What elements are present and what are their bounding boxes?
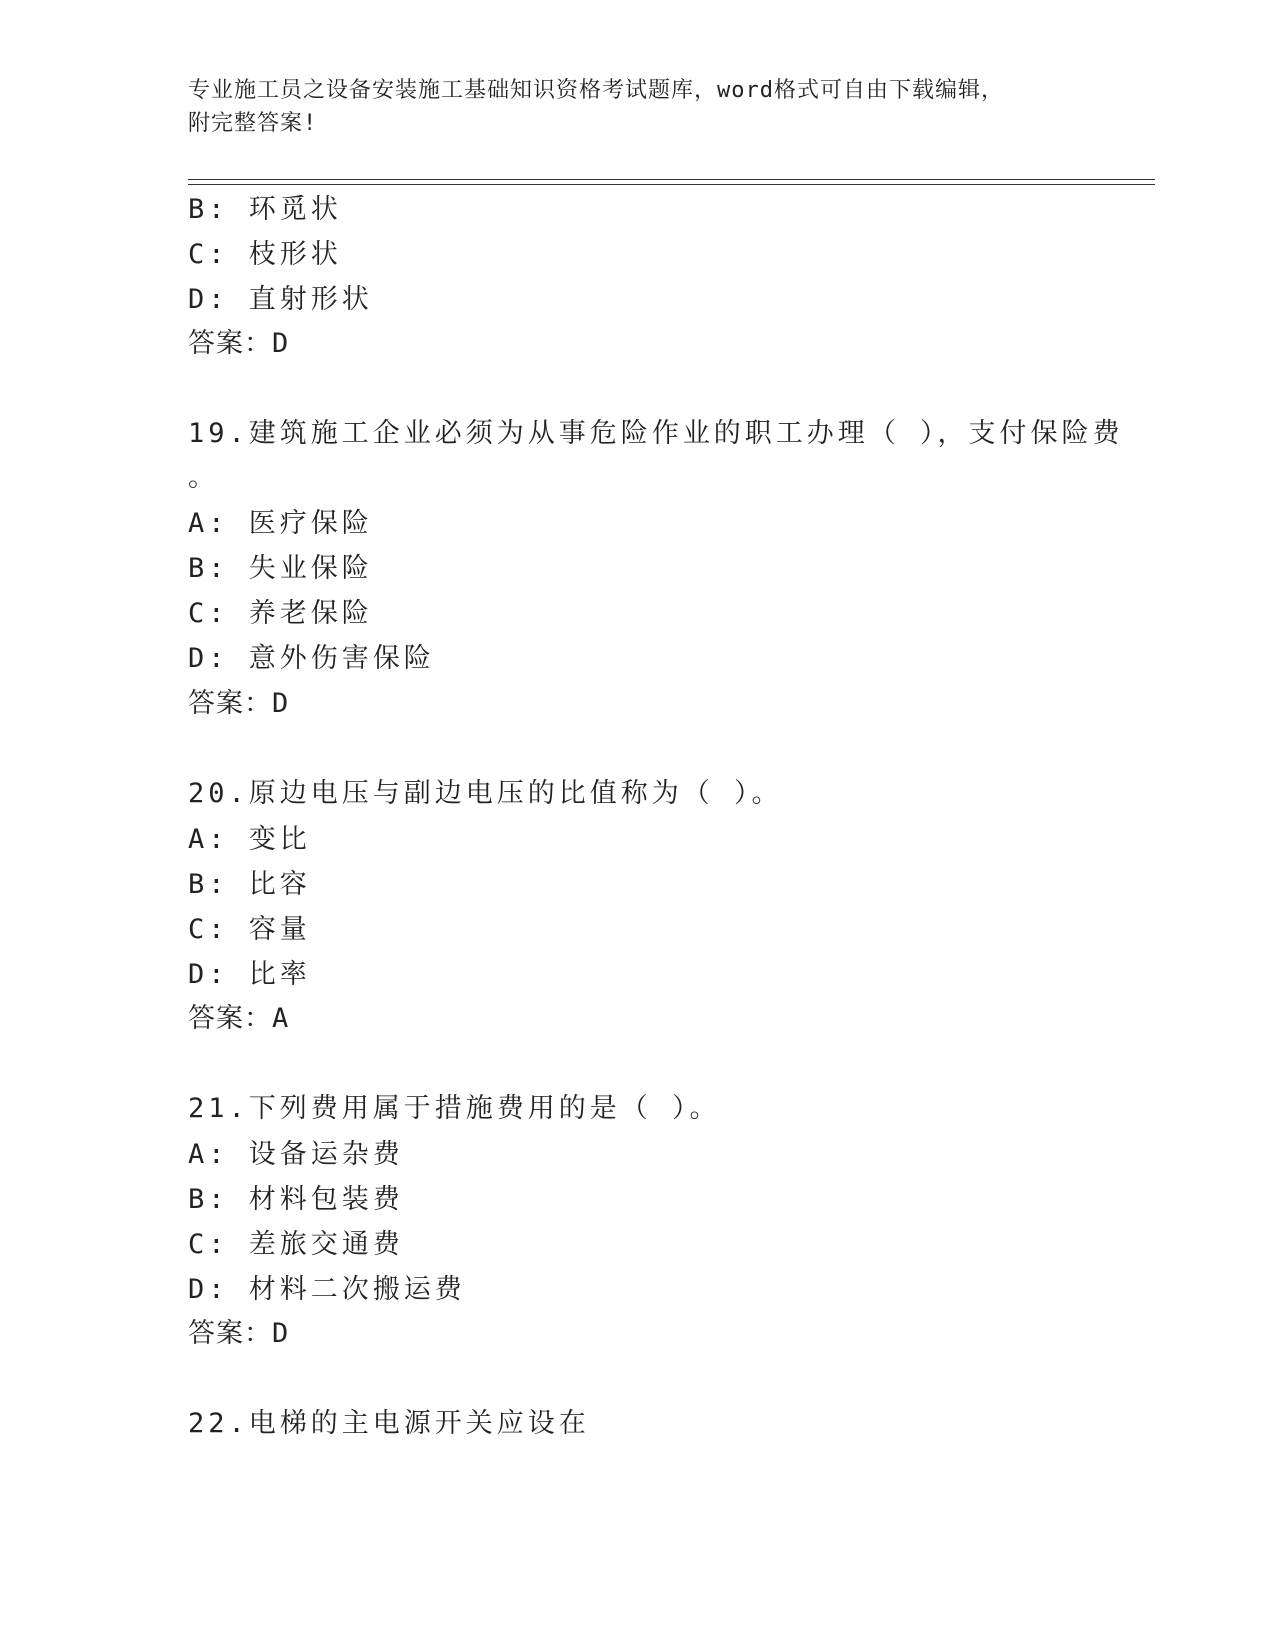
question-19-stem: 19.建筑施工企业必须为从事危险作业的职工办理（ ），支付保险费 (188, 418, 1124, 449)
question-19-option-c: C: 养老保险 (188, 598, 373, 629)
prev-option-d: D: 直射形状 (188, 284, 373, 315)
answer-label: 答案： (188, 328, 272, 359)
question-22-stem: 22.电梯的主电源开关应设在 (188, 1408, 590, 1439)
question-20-option-d: D: 比率 (188, 959, 311, 990)
answer-label: 答案： (188, 1318, 272, 1349)
answer-value: D (272, 688, 289, 719)
question-19-option-a: A: 医疗保险 (188, 508, 373, 539)
question-20-option-a: A: 变比 (188, 824, 311, 855)
question-21-option-c: C: 差旅交通费 (188, 1229, 404, 1260)
header-divider-bottom (188, 184, 1155, 185)
answer-label: 答案： (188, 1003, 272, 1034)
document-header (188, 74, 1068, 140)
header-divider-top (188, 179, 1155, 180)
question-21-option-b: B: 材料包装费 (188, 1184, 404, 1215)
question-20-option-b: B: 比容 (188, 869, 311, 900)
header-line-1: 专业施工员之设备安装施工基础知识资格考试题库，word格式可自由下载编辑， (188, 78, 1004, 103)
question-19-stem-cont: 。 (188, 462, 219, 493)
question-20-stem: 20.原边电压与副边电压的比值称为（ ）。 (188, 778, 783, 809)
question-20-answer (188, 1003, 288, 1035)
question-20-option-c: C: 容量 (188, 914, 311, 945)
answer-value: D (272, 1318, 289, 1349)
answer-value: A (272, 1003, 289, 1034)
question-21-option-d: D: 材料二次搬运费 (188, 1274, 466, 1305)
question-19-option-d: D: 意外伤害保险 (188, 643, 435, 674)
prev-option-c: C: 枝形状 (188, 239, 342, 270)
question-19-option-b: B: 失业保险 (188, 553, 373, 584)
question-19-answer (188, 688, 288, 720)
question-21-stem: 21.下列费用属于措施费用的是（ ）。 (188, 1093, 721, 1124)
header-line-2: 附完整答案! (188, 111, 318, 136)
question-21-option-a: A: 设备运杂费 (188, 1139, 404, 1170)
question-21-answer (188, 1318, 288, 1350)
answer-label: 答案： (188, 688, 272, 719)
answer-value: D (272, 328, 289, 359)
prev-answer (188, 328, 288, 360)
prev-option-b: B: 环觅状 (188, 194, 342, 225)
